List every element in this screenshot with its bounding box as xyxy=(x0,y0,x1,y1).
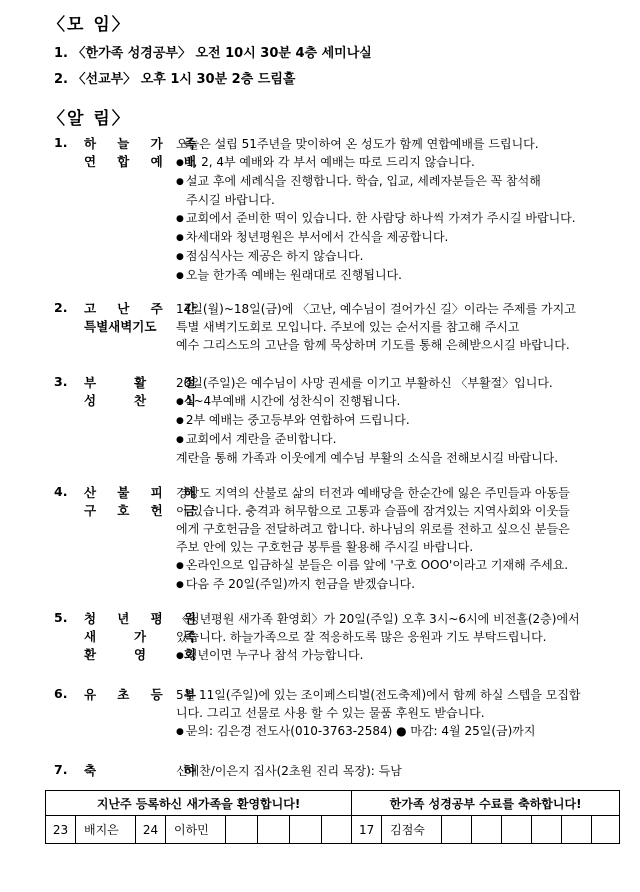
notice-number: 3. xyxy=(54,374,68,389)
notice-label-line: 연 합 예 배 xyxy=(84,154,196,169)
notices-section-title: 〈알 림〉 xyxy=(48,109,131,129)
notice-body xyxy=(176,686,616,741)
notice-body xyxy=(176,610,616,665)
notice-bullet-line: ● 교회에서 준비한 떡이 있습니다. 한 사람당 하나씩 가져가 주시길 바랍니다. xyxy=(176,209,616,228)
notice-number: 5. xyxy=(54,610,68,625)
notice-text-line: 14일(월)~18일(금)에 〈고난, 예수님이 걸어가신 길〉이라는 주제를 가지고 xyxy=(176,302,576,316)
notice-label-line: 환 영 회 xyxy=(84,647,196,662)
bible-study-completion-header: 한가족 성경공부 수료를 축하합니다! xyxy=(352,791,620,816)
notice-number: 1. xyxy=(54,135,68,150)
notice-text-line: 〈청년평원 새가족 환영회〉가 20일(주일) 오후 3시~6시에 비전홀(2층)에서 xyxy=(176,612,580,626)
notice-bullet-line: ● 교회에서 계란을 준비합니다. xyxy=(176,430,616,449)
notice-text-line: 경상도 지역의 산불로 삶의 터전과 예배당을 한순간에 잃은 주민들과 아동들 xyxy=(176,486,570,500)
notice-label-line: 고 난 주 간 xyxy=(84,301,196,316)
new-family-cell: 이하민 xyxy=(166,816,226,844)
notice-text-line: 신예찬/이은지 집사(2초원 진리 목장): 득남 xyxy=(176,764,402,778)
notice-number: 2. xyxy=(54,300,68,315)
notice-bullet-line: ● 오늘 한가족 예배는 원래대로 진행됩니다. xyxy=(176,266,616,285)
completion-cell xyxy=(472,816,502,844)
notice-label-line: 특별새벽기도 xyxy=(84,319,157,334)
notice-text-line: 이 있습니다. 충격과 허무함으로 고통과 슬픔에 잠겨있는 지역사회와 이웃들 xyxy=(176,504,570,518)
notice-text-line: 에게 구호헌금을 전달하려고 합니다. 하나님의 위로를 전하고 싶으신 분들은 xyxy=(176,522,570,536)
completion-cell xyxy=(442,816,472,844)
notice-bullet-line: ● 청년이면 누구나 참석 가능합니다. xyxy=(176,646,616,665)
notice-text-line: 예수 그리스도의 고난을 함께 묵상하며 기도를 통해 은혜받으시길 바랍니다. xyxy=(176,338,570,352)
registration-table xyxy=(45,790,620,844)
notice-bullet-line: ● 2부 예배는 중고등부와 연합하여 드립니다. xyxy=(176,411,616,430)
notice-body xyxy=(176,762,616,780)
new-family-header: 지난주 등록하신 새가족을 환영합니다! xyxy=(46,791,352,816)
new-family-cell: 23 xyxy=(46,816,76,844)
notice-label-line: 하 늘 가 족 xyxy=(84,136,196,151)
notice-text-line: 니다. 그리고 선물로 사용 할 수 있는 물품 후원도 받습니다. xyxy=(176,706,485,720)
new-family-cell xyxy=(226,816,258,844)
new-family-cell xyxy=(258,816,290,844)
notice-text-line: 주보 안에 있는 구호헌금 봉투를 활용해 주시길 바랍니다. xyxy=(176,540,474,554)
notice-label-line: 축 하 xyxy=(84,763,196,778)
notice-bullet-line: ● 1~4부예배 시간에 성찬식이 진행됩니다. xyxy=(176,392,616,411)
notice-body xyxy=(176,374,616,467)
notice-number: 6. xyxy=(54,686,68,701)
notice-text-line: 5월 11일(주일)에 있는 조이페스티벌(전도축제)에서 함께 하실 스텝을 모집합 xyxy=(176,688,581,702)
notice-label-line: 청 년 평 원 xyxy=(84,611,196,626)
notice-label-line: 구 호 헌 금 xyxy=(84,503,196,518)
completion-cell xyxy=(502,816,532,844)
notice-body xyxy=(176,484,616,594)
notice-bullet-line: ● 문의: 김은경 전도사(010-3763-2584) ● 마감: 4월 25일(금)까지 xyxy=(176,722,616,741)
completion-cell: 17 xyxy=(352,816,382,844)
completion-cell xyxy=(592,816,620,844)
notice-label-line: 산 불 피 해 xyxy=(84,485,196,500)
notice-bullet-line: ● 온라인으로 입금하실 분들은 이름 앞에 '구호 OOO'이라고 기재해 주세요. xyxy=(176,556,616,575)
new-family-cell xyxy=(322,816,352,844)
completion-cell xyxy=(562,816,592,844)
notice-text-line: 특별 새벽기도회로 모입니다. 주보에 있는 순서지를 참고해 주시고 xyxy=(176,320,520,334)
notice-text-line: 주시길 바랍니다. xyxy=(186,193,275,207)
notice-bullet-line: ● 1, 2, 4부 예배와 각 부서 예배는 따로 드리지 않습니다. xyxy=(176,153,616,172)
notice-body xyxy=(176,135,616,285)
new-family-cell: 24 xyxy=(136,816,166,844)
notice-body xyxy=(176,300,616,354)
notice-number: 7. xyxy=(54,762,68,777)
notice-text-line: 20일(주일)은 예수님이 사망 권세를 이기고 부활하신 〈부활절〉입니다. xyxy=(176,376,553,390)
completion-cell: 김점숙 xyxy=(382,816,442,844)
notice-bullet-line: ● 점심식사는 제공은 하지 않습니다. xyxy=(176,247,616,266)
completion-cell xyxy=(532,816,562,844)
new-family-cell: 배지은 xyxy=(76,816,136,844)
notice-text-line: 오늘은 설립 51주년을 맞이하여 온 성도가 함께 연합예배를 드립니다. xyxy=(176,137,539,151)
notice-bullet-line: ● 설교 후에 세례식을 진행합니다. 학습, 입교, 세례자분들은 꼭 참석해 xyxy=(176,172,616,191)
meeting-item-2: 2. 〈선교부〉 오후 1시 30분 2층 드림홀 xyxy=(54,72,296,87)
notice-text-line: 계란을 통해 가족과 이웃에게 예수님 부활의 소식을 전해보시길 바랍니다. xyxy=(176,451,559,465)
notice-number: 4. xyxy=(54,484,68,499)
notice-label-line: 새 가 족 xyxy=(84,629,196,644)
notice-label-line: 성 찬 식 xyxy=(84,393,196,408)
notice-bullet-line: ● 다음 주 20일(주일)까지 헌금을 받겠습니다. xyxy=(176,575,616,594)
notice-label-line: 부 활 절 xyxy=(84,375,196,390)
notice-label-line: 유 초 등 부 xyxy=(84,687,196,702)
meeting-section-title: 〈모 임〉 xyxy=(48,15,131,35)
notice-bullet-line: ● 차세대와 청년평원은 부서에서 간식을 제공합니다. xyxy=(176,228,616,247)
new-family-cell xyxy=(290,816,322,844)
notice-text-line: 있습니다. 하늘가족으로 잘 적응하도록 많은 응원과 기도 부탁드립니다. xyxy=(176,630,547,644)
meeting-item-1: 1. 〈한가족 성경공부〉 오전 10시 30분 4층 세미나실 xyxy=(54,46,372,61)
